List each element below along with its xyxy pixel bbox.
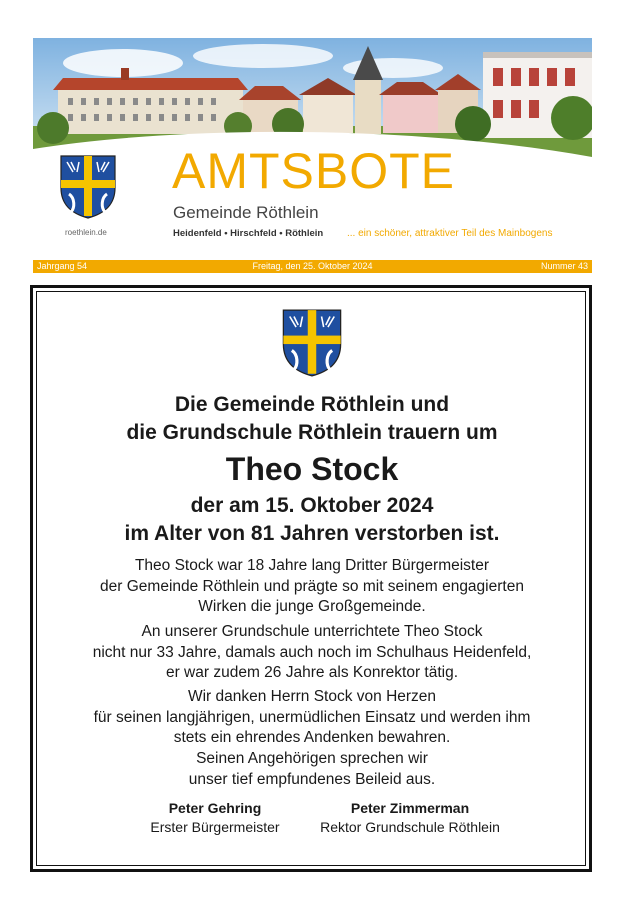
signature-mayor [130,799,300,837]
text-line: Wirken die junge Großgemeinde. [198,598,426,615]
paragraph-school [36,622,588,684]
text-line: stets ein ehrendes Andenken bewahren. [173,729,451,746]
slogan: ... ein schöner, attraktiver Teil des Mainbogens [347,228,553,239]
issue-number: Nummer 43 [540,261,588,271]
signatory-name: Peter Gehring [168,800,262,816]
text-line: unser tief empfundenes Beileid aus. [188,770,436,788]
website-label: roethlein.de [65,228,107,237]
text-line: Seinen Angehörigen sprechen wir [196,750,428,767]
intro-line: Die Gemeinde Röthlein und [174,393,450,416]
masthead [33,38,592,248]
date-line: der am 15. Oktober 2024 [190,494,434,517]
text-line: Wir danken Herrn Stock von Herzen [187,688,437,705]
signatory-role: Rektor Grundschule Röthlein [320,819,500,835]
text-line: nicht nur 33 Jahre, damals auch noch im Schulhaus Heidenfeld, [92,643,532,661]
issue-date: Freitag, den 25. Oktober 2024 [252,261,373,271]
publication-title: AMTSBOTE [172,143,456,199]
text-line: der Gemeinde Röthlein und prägte so mit seinem engagierten [100,577,524,595]
paragraph-condolence [36,749,588,790]
paragraph-thanks [36,687,588,749]
deceased-name: Theo Stock [225,451,399,487]
text-line: er war zudem 26 Jahre als Konrektor tätig. [165,664,459,681]
intro-line: die Grundschule Röthlein trauern um [126,421,498,444]
text-line: für seinen langjährigen, unermüdlichen Einsatz und werden ihm [93,708,531,726]
districts-line: Heidenfeld • Hirschfeld • Röthlein [173,228,324,239]
text-line: An unserer Grundschule unterrichtete Theo Stock [141,623,483,640]
municipality-name: Gemeinde Röthlein [173,203,319,222]
volume-label: Jahrgang 54 [37,261,88,271]
signature-principal [300,799,520,837]
death-date-lines [36,492,588,548]
signatory-name: Peter Zimmerman [350,800,470,816]
notice-intro [36,391,588,447]
text-line: Theo Stock war 18 Jahre lang Dritter Bürgermeister [134,557,490,574]
signatory-role: Erster Bürgermeister [150,819,280,835]
date-line: im Alter von 81 Jahren verstorben ist. [124,522,500,545]
coat-of-arms-icon [281,308,343,378]
paragraph-mayor [36,556,588,618]
issue-info-bar [33,260,592,273]
coat-of-arms-icon [59,154,117,220]
